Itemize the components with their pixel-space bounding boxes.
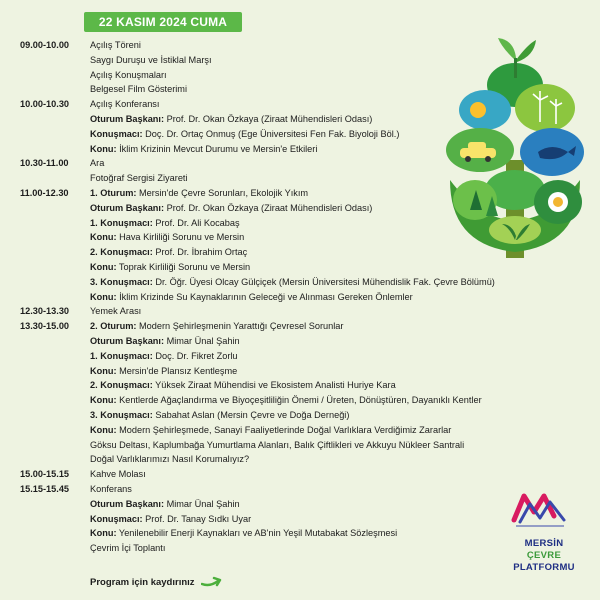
platform-name: [498, 538, 590, 574]
schedule-text: Modern Şehirleşmenin Yarattığı Çevresel Sorunlar: [136, 321, 344, 332]
schedule-text: Yemek Arası: [90, 306, 142, 317]
schedule-text: Açılış Töreni: [90, 40, 141, 50]
schedule-label: 2. Konuşmacı:: [90, 380, 153, 391]
platform-line-1: MERSİN: [524, 538, 564, 549]
schedule-label: 2. Oturum:: [90, 321, 137, 332]
platform-line-2: ÇEVRE: [526, 550, 562, 561]
schedule-text: İklim Krizinde Su Kaynaklarının Geleceği ve Alınması Gereken Önlemler: [116, 291, 413, 302]
schedule-entry: [90, 82, 187, 97]
schedule-text: Çevrim İçi Toplantı: [90, 543, 166, 554]
schedule-time: 12.30-13.30: [20, 306, 70, 317]
schedule-row: [20, 290, 520, 305]
schedule-time: 09.00-10.00: [20, 40, 70, 50]
schedule-label: 1. Konuşmacı:: [90, 350, 153, 361]
schedule-text: Prof. Dr. Tanay Sıdkı Uyar: [142, 513, 252, 524]
schedule-entry: [90, 497, 240, 512]
schedule-time: 10.00-10.30: [20, 99, 70, 110]
schedule-entry: [90, 319, 343, 334]
schedule-text: Hava Kirliliği Sorunu ve Mersin: [116, 232, 245, 243]
date-header: 22 KASIM 2024 CUMA: [84, 12, 242, 32]
schedule-row: [20, 260, 520, 275]
schedule-row: [20, 349, 520, 364]
schedule-entry: [90, 68, 167, 83]
schedule-text: Kahve Molası: [90, 469, 146, 480]
schedule-text: Yüksek Ziraat Mühendisi ve Ekosistem Analisti Huriye Kara: [152, 380, 396, 391]
schedule-label: Konuşmacı:: [90, 513, 143, 524]
schedule-text: Prof. Dr. Okan Özkaya (Ziraat Mühendisleri Odası): [164, 202, 373, 213]
schedule-text: Mimar Ünal Şahin: [164, 498, 240, 509]
schedule-label: Konu:: [90, 528, 117, 539]
schedule-row: [20, 526, 520, 541]
schedule-entry: [90, 38, 141, 53]
schedule-text: Sabahat Aslan (Mersin Çevre ve Doğa Derneği): [152, 409, 350, 420]
schedule-label: Konu:: [90, 395, 117, 406]
schedule-text: Yenilenebilir Enerji Kaynakları ve AB'nin Yeşil Mutabakat Sözleşmesi: [116, 528, 398, 539]
schedule-text: Doç. Dr. Ortaç Onmuş (Ege Üniversitesi Fen Fak. Biyoloji Böl.): [142, 128, 400, 139]
schedule-text: Dr. Öğr. Üyesi Olcay Gülçiçek (Mersin Üniversitesi Mühendislik Fak. Çevre Bölümü): [152, 276, 495, 287]
schedule-text: Prof. Dr. Okan Özkaya (Ziraat Mühendisleri Odası): [164, 113, 373, 124]
schedule-entry: [90, 275, 495, 290]
schedule-label: Konu:: [90, 365, 117, 376]
schedule-text: Açılış Konferansı: [90, 99, 160, 110]
schedule-entry: [90, 467, 146, 482]
schedule-text: Kentlerde Ağaçlandırma ve Biyoçeşitliliğin Önemi / Üreten, Dönüştüren, Dayanıklı Kentler: [116, 395, 482, 406]
schedule-entry: [90, 97, 159, 112]
schedule-entry: [90, 304, 141, 319]
schedule-entry: [90, 364, 237, 379]
schedule-entry: [90, 526, 397, 541]
schedule-label: 2. Konuşmacı:: [90, 247, 153, 258]
schedule-label: Oturum Başkanı:: [90, 202, 165, 213]
schedule-text: Doğal Varlıklarımızı Nasıl Korumalıyız?: [90, 454, 250, 465]
schedule-label: Konuşmacı:: [90, 128, 143, 139]
schedule-label: 1. Oturum:: [90, 187, 137, 198]
schedule-text: Göksu Deltası, Kaplumbağa Yumurtlama Alanları, Balık Çiftlikleri ve Akkuyu Nükleer Santrali: [90, 439, 465, 450]
schedule-entry: [90, 482, 132, 497]
schedule-row: [20, 364, 520, 379]
schedule-row: [20, 334, 520, 349]
schedule-entry: [90, 156, 104, 171]
schedule-label: Konu:: [90, 143, 117, 154]
schedule-text: Ara: [90, 158, 105, 169]
schedule-label: 1. Konuşmacı:: [90, 217, 153, 228]
schedule-entry: [90, 408, 349, 423]
schedule-text: Prof. Dr. İbrahim Ortaç: [152, 247, 248, 258]
scroll-hint-text: Program için kaydırınız: [90, 576, 195, 588]
schedule-entry: [90, 186, 308, 201]
schedule-row: [20, 482, 520, 497]
schedule-time: 10.30-11.00: [20, 158, 69, 169]
schedule-text: Modern Şehirleşmede, Sanayi Faaliyetlerinde Doğal Varlıklara Verdiğimiz Zararlar: [116, 424, 452, 435]
schedule-entry: [90, 334, 240, 349]
schedule-entry: [90, 201, 372, 216]
schedule-label: Oturum Başkanı:: [90, 113, 165, 124]
schedule-row: [20, 393, 520, 408]
municipality-logo-icon: [510, 488, 570, 528]
schedule-row: [20, 319, 520, 334]
schedule-label: Konu:: [90, 232, 117, 243]
schedule-entry: [90, 290, 413, 305]
schedule-entry: [90, 127, 399, 142]
schedule-label: Oturum Başkanı:: [90, 498, 165, 509]
ecology-tree-icon: [440, 30, 590, 258]
schedule-text: Doç. Dr. Fikret Zorlu: [152, 350, 238, 361]
schedule-row: [20, 275, 520, 290]
schedule-label: 3. Konuşmacı:: [90, 276, 153, 287]
schedule-time: 15.15-15.45: [20, 483, 70, 494]
schedule-row: [20, 408, 520, 423]
schedule-row: [20, 467, 520, 482]
schedule-time: 11.00-12.30: [20, 187, 69, 198]
schedule-entry: [90, 53, 212, 68]
schedule-text: Konferans: [90, 483, 132, 494]
schedule-row: [20, 541, 520, 556]
schedule-text: Belgesel Film Gösterimi: [90, 84, 188, 95]
schedule-row: [20, 497, 520, 512]
schedule-entry: [90, 260, 250, 275]
arrow-right-icon: [201, 576, 223, 588]
schedule-text: Mersin'de Plansız Kentleşme: [116, 365, 238, 376]
schedule-entry: [90, 349, 238, 364]
schedule-time: 13.30-15.00: [20, 321, 70, 332]
schedule-label: Oturum Başkanı:: [90, 335, 165, 346]
schedule-row: [20, 304, 520, 319]
schedule-text: Fotoğraf Sergisi Ziyareti: [90, 173, 188, 184]
schedule-text: Mersin'de Çevre Sorunları, Ekolojik Yıkım: [136, 187, 309, 198]
schedule-entry: [90, 142, 317, 157]
schedule-label: 3. Konuşmacı:: [90, 409, 153, 420]
schedule-entry: [90, 452, 249, 467]
schedule-entry: [90, 423, 451, 438]
schedule-row: [20, 423, 520, 438]
schedule-entry: [90, 171, 188, 186]
schedule-label: Konu:: [90, 424, 117, 435]
schedule-row: [20, 512, 520, 527]
schedule-entry: [90, 112, 372, 127]
scroll-hint[interactable]: [90, 576, 223, 588]
schedule-label: Konu:: [90, 261, 117, 272]
schedule-text: Toprak Kirliliği Sorunu ve Mersin: [116, 261, 251, 272]
schedule-entry: [90, 541, 165, 556]
schedule-row: [20, 452, 520, 467]
schedule-time: 15.00-15.15: [20, 469, 70, 480]
schedule-entry: [90, 438, 464, 453]
platform-line-3: PLATFORMU: [513, 562, 575, 573]
schedule-entry: [90, 216, 240, 231]
schedule-text: Saygı Duruşu ve İstiklal Marşı: [90, 54, 212, 65]
schedule-text: Mimar Ünal Şahin: [164, 335, 240, 346]
schedule-entry: [90, 230, 244, 245]
schedule-entry: [90, 378, 396, 393]
schedule-text: Açılış Konuşmaları: [90, 69, 167, 80]
schedule-text: İklim Krizinin Mevcut Durumu ve Mersin'e Etkileri: [116, 143, 318, 154]
schedule-entry: [90, 512, 251, 527]
schedule-text: Prof. Dr. Ali Kocabaş: [152, 217, 240, 228]
schedule-row: [20, 378, 520, 393]
schedule-entry: [90, 393, 482, 408]
schedule-entry: [90, 245, 247, 260]
schedule-row: [20, 438, 520, 453]
schedule-label: Konu:: [90, 291, 117, 302]
